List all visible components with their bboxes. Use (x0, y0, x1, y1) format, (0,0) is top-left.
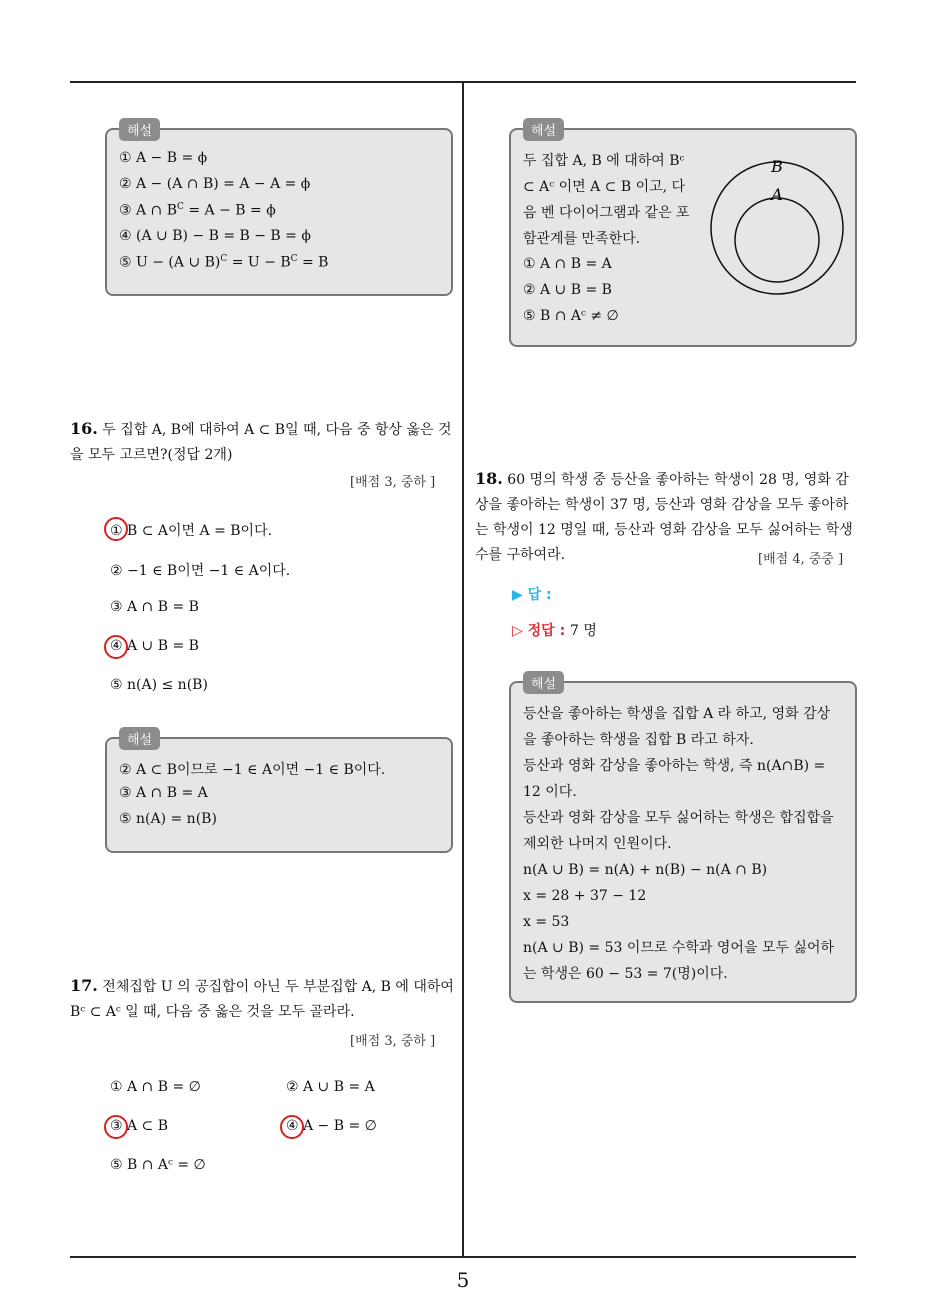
question-number: 18. (475, 469, 503, 488)
question-16 (70, 416, 455, 468)
solution-line: x = 28 + 37 − 12 (523, 888, 647, 904)
option-1: ① A ∩ B = ∅ (110, 1079, 201, 1095)
question-text: 전체집합 U 의 공집합이 아닌 두 부분집합 A, B 에 대하여 Bᶜ ⊂ Aᶜ 일 때, 다음 중 옳은 것을 모두 골라라. (70, 979, 454, 1020)
option-4: ④ A ∪ B = B (110, 638, 199, 654)
solution-line: ② A ⊂ B이므로 −1 ∈ A이면 −1 ∈ B이다. (119, 762, 386, 778)
option-5: ⑤ B ∩ Aᶜ = ∅ (110, 1157, 206, 1173)
question-meta: [배점 3, 중하 ] (350, 475, 436, 490)
bottom-rule (70, 1256, 856, 1258)
venn-label-b: B (771, 157, 783, 176)
solution-box-16 (105, 733, 453, 853)
question-meta: [배점 4, 중중 ] (758, 552, 844, 567)
solution-tag: 해설 (119, 727, 160, 750)
correct-answer-value: 7 명 (570, 623, 597, 639)
solution-line: ⑤ n(A) = n(B) (119, 811, 217, 827)
solution-line: ① A ∩ B = A (523, 256, 612, 272)
solution-tag: 해설 (119, 118, 160, 141)
solution-line: ④ (A ∪ B) − B = B − B = ϕ (119, 228, 311, 244)
page-number: 5 (456, 1268, 470, 1292)
question-text: 두 집합 A, B에 대하여 A ⊂ B일 때, 다음 중 항상 옳은 것을 모두 고르면?(정답 2개) (70, 422, 452, 463)
solution-line: ⑤ U − (A ∪ $B)^C = U - B^C = B$ (119, 254, 329, 271)
question-number: 16. (70, 419, 98, 438)
solution-line: 등산과 영화 감상을 모두 싫어하는 학생은 합집합을 제외한 나머지 인원이다. (523, 810, 834, 852)
solution-line: n(A ∪ B) = n(A) + n(B) − n(A ∩ B) (523, 862, 768, 878)
solution-text: 두 집합 A, B 에 대하여 Bᶜ ⊂ Aᶜ 이면 A ⊂ B 이고, 다음 벤 다이어그램과 같은 포함관계를 만족한다. (523, 153, 690, 247)
question-17 (70, 973, 455, 1025)
option-1: ① B ⊂ A이면 A = B이다. (110, 523, 273, 539)
option-2: ② A ∪ B = A (286, 1079, 375, 1095)
solution-tag: 해설 (523, 118, 564, 141)
question-text: 60 명의 학생 중 등산을 좋아하는 학생이 28 명, 영화 감상을 좋아하는 학생이 37 명, 등산과 영화 감상을 모두 좋아하는 학생이 12 명일 때, 등산과 영화 감상을 모두 싫어하는 학생수를 구하여라. (475, 472, 853, 563)
option-5: ⑤ n(A) ≤ n(B) (110, 677, 208, 693)
solution-line: ⑤ B ∩ Aᶜ ≠ ∅ (523, 308, 619, 324)
solution-box-15 (105, 124, 453, 296)
solution-line: 등산과 영화 감상을 좋아하는 학생, 즉 n(A∩B) = 12 이다. (523, 758, 826, 800)
solution-line: n(A ∪ B) = 53 이므로 수학과 영어을 모두 싫어하는 학생은 60 − 53 = 7(명)이다. (523, 940, 835, 982)
solution-line: ③ A ∩ B = A (119, 785, 208, 801)
solution-tag: 해설 (523, 671, 564, 694)
answer-label: ▶ 답 : (512, 587, 552, 603)
solution-box-17 (509, 124, 857, 347)
question-meta: [배점 3, 중하 ] (350, 1034, 436, 1049)
question-number: 17. (70, 976, 98, 995)
solution-line: 등산을 좋아하는 학생을 집합 A 라 하고, 영화 감상을 좋아하는 학생을 집합 B 라고 하자. (523, 706, 831, 748)
solution-line: ① A − B = ϕ (119, 150, 208, 166)
solution-line: ② A ∪ B = B (523, 282, 612, 298)
solution-line: x = 53 (523, 914, 570, 930)
venn-diagram (707, 150, 847, 300)
solution-line: ② A − (A ∩ B) = A − A = ϕ (119, 176, 311, 192)
option-3: ③ A ⊂ B (110, 1118, 169, 1134)
correct-answer-label: ▷ 정답 : 7 명 (512, 623, 597, 639)
option-2: ② −1 ∈ B이면 −1 ∈ A이다. (110, 563, 291, 579)
option-3: ③ A ∩ B = B (110, 599, 199, 615)
solution-line: ③ A ∩ $B^C = A - B = \phi$ (119, 202, 276, 219)
venn-label-a: A (771, 185, 783, 204)
option-4: ④ A − B = ∅ (286, 1118, 377, 1134)
solution-box-18 (509, 677, 857, 1003)
column-divider (462, 83, 464, 1256)
